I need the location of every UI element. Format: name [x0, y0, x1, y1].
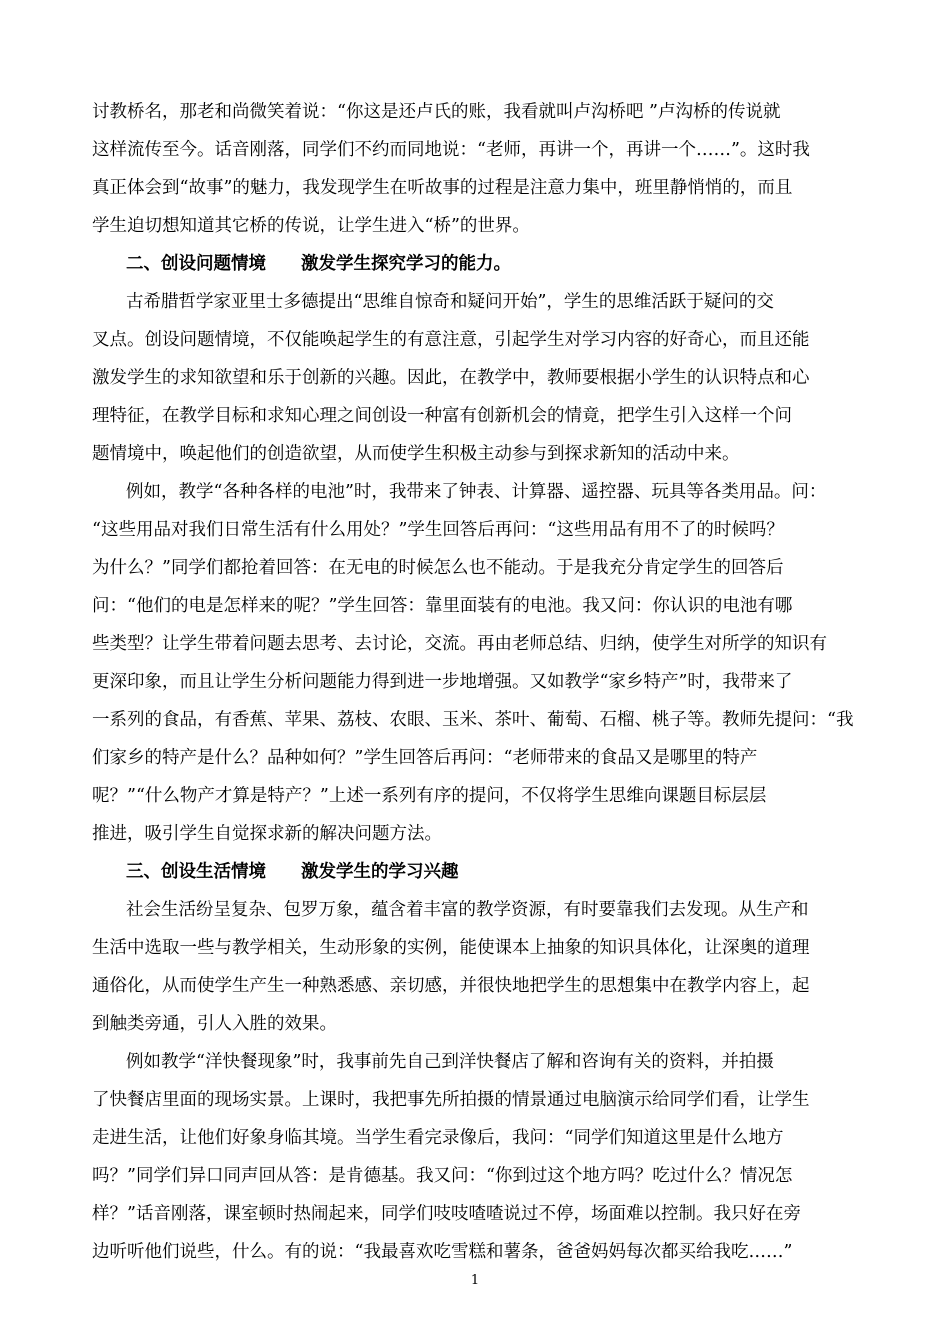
- text-line: 通俗化，从而使学生产生一种熟悉感、亲切感，并很快地把学生的思想集中在教学内容上，起: [92, 976, 810, 996]
- text-line: 例如教学“洋快餐现象”时，我事前先自己到洋快餐店了解和咨询有关的资料，并拍摄: [126, 1052, 774, 1072]
- text-line: 例如，教学“各种各样的电池”时，我带来了钟表、计算器、遥控器、玩具等各类用品。问：: [126, 482, 827, 502]
- text-line: 学生迫切想知道其它桥的传说，让学生进入“桥”的世界。: [92, 216, 530, 236]
- text-line: 到触类旁通，引人入胜的效果。: [92, 1014, 337, 1034]
- text-line: 生活中选取一些与教学相关，生动形象的实例，能使课本上抽象的知识具体化，让深奥的道理: [92, 938, 810, 958]
- section-heading: 三、创设生活情境 激发学生的学习兴趣: [126, 862, 459, 882]
- text-line: 这样流传至今。话音刚落，同学们不约而同地说：“老师，再讲一个，再讲一个……”。这时我: [92, 140, 810, 160]
- text-line: 样？”话音刚落，课室顿时热闹起来，同学们吱吱喳喳说过不停，场面难以控制。我只好在旁: [92, 1204, 801, 1224]
- text-line: 们家乡的特产是什么？品种如何？”学生回答后再问：“老师带来的食品又是哪里的特产: [92, 748, 758, 768]
- text-line: 理特征，在教学目标和求知心理之间创设一种富有创新机会的情竟，把学生引入这样一个问: [92, 406, 792, 426]
- text-line: 讨教桥名，那老和尚微笑着说：“你这是还卢氏的账，我看就叫卢沟桥吧 ”卢沟桥的传说就: [92, 102, 781, 122]
- text-line: 真正体会到“故事”的魅力，我发现学生在听故事的过程是注意力集中，班里静悄悄的，而且: [92, 178, 793, 198]
- text-line: 吗？”同学们异口同声回从答：是肯德基。我又问：“你到过这个地方吗？吃过什么？情况怎: [92, 1166, 793, 1186]
- text-line: 题情境中，唤起他们的创造欲望，从而使学生积极主动参与到探求新知的活动中来。: [92, 444, 740, 464]
- text-line: 边听听他们说些，什么。有的说：“我最喜欢吃雪糕和薯条，爸爸妈妈每次都买给我吃……”: [92, 1242, 793, 1262]
- text-line: 激发学生的求知欲望和乐于创新的兴趣。因此，在教学中，教师要根据小学生的认识特点和心: [92, 368, 810, 388]
- section-heading: 二、创设问题情境 激发学生探究学习的能力。: [126, 254, 511, 274]
- text-line: “这些用品对我们日常生活有什么用处？”学生回答后再问：“这些用品有用不了的时候吗？: [92, 520, 784, 540]
- text-line: 推进，吸引学生自觉探求新的解决问题方法。: [92, 824, 442, 844]
- text-line: 叉点。创设问题情境，不仅能唤起学生的有意注意，引起学生对学习内容的好奇心，而且还能: [92, 330, 810, 350]
- text-line: 古希腊哲学家亚里士多德提出“思维自惊奇和疑问开始”，学生的思维活跃于疑问的交: [126, 292, 774, 312]
- page-number: 1: [470, 1273, 480, 1288]
- text-line: 些类型？让学生带着问题去思考、去讨论，交流。再由老师总结、归纳，使学生对所学的知识有: [92, 634, 827, 654]
- text-line: 了快餐店里面的现场实景。上课时，我把事先所拍摄的情景通过电脑演示给同学们看，让学生: [92, 1090, 810, 1110]
- text-line: 为什么？”同学们都抢着回答：在无电的时候怎么也不能动。于是我充分肯定学生的回答后: [92, 558, 784, 578]
- text-line: 问：“他们的电是怎样来的呢？”学生回答：靠里面装有的电池。我又问：你认识的电池有哪: [92, 596, 793, 616]
- text-line: 呢？”“什么物产才算是特产？”上述一系列有序的提问，不仅将学生思维向课题目标层层: [92, 786, 767, 806]
- text-line: 一系列的食品，有香蕉、苹果、荔枝、农眼、玉米、茶叶、葡萄、石榴、桃子等。教师先提问：“我: [92, 710, 854, 730]
- text-line: 社会生活纷呈复杂、包罗万象，蕴含着丰富的教学资源，有时要靠我们去发现。从生产和: [126, 900, 809, 920]
- text-line: 更深印象，而且让学生分析问题能力得到进一步地增强。又如教学“家乡特产”时，我带来了: [92, 672, 793, 692]
- text-line: 走进生活，让他们好象身临其境。当学生看完录像后，我问：“同学们知道这里是什么地方: [92, 1128, 784, 1148]
